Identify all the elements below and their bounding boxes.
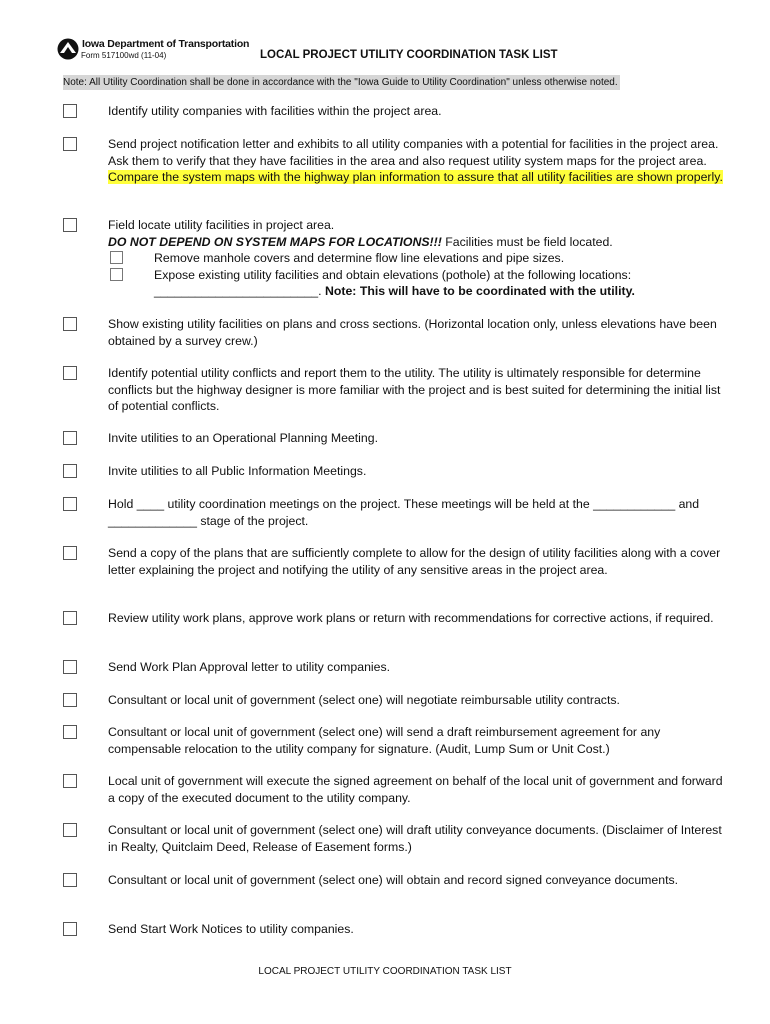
task-checkbox[interactable]: [63, 431, 77, 445]
guidance-note: Note: All Utility Coordination shall be done in accordance with the "Iowa Guide to Utility Coordination" unless otherwise noted.: [63, 77, 618, 88]
task-checkbox[interactable]: [63, 137, 77, 151]
task-item: Send Start Work Notices to utility companies.: [108, 922, 354, 936]
warning-text: DO NOT DEPEND ON SYSTEM MAPS FOR LOCATIONS!!!: [108, 234, 442, 249]
task-checkbox[interactable]: [63, 497, 77, 511]
task-text: Send project notification letter and exhibits to all utility companies with a potential for facilities in the project area. Ask them to verify that they have facilities in the area and also request utility system maps for the project area.: [108, 137, 719, 168]
page-header: [57, 38, 717, 68]
task-item: Field locate utility facilities in project area. DO NOT DEPEND ON SYSTEM MAPS FOR LOCATIONS!!! Facilities must be field located. Remove manhole covers and determine flow line elevations and pipe sizes. Expose existing utility facilities and obtain elevations (pothole) at the following locations: ________________________. Note: This will have to be coordinated with the utility.: [108, 217, 728, 300]
task-checkbox[interactable]: [63, 218, 77, 232]
task-checkbox[interactable]: [63, 873, 77, 887]
form-number: Form 517100wd (11-04): [81, 51, 167, 60]
task-item: Review utility work plans, approve work plans or return with recommendations for corrective actions, if required.: [108, 611, 714, 625]
page-footer: LOCAL PROJECT UTILITY COORDINATION TASK LIST: [258, 966, 512, 977]
task-checkbox[interactable]: [63, 693, 77, 707]
task-checkbox[interactable]: [63, 774, 77, 788]
subtask-checkbox[interactable]: [110, 268, 123, 281]
subtask-item: Remove manhole covers and determine flow line elevations and pipe sizes.: [154, 251, 565, 265]
task-checkbox[interactable]: [63, 922, 77, 936]
task-item: Local unit of government will execute the signed agreement on behalf of the local unit of government and forward a copy of the executed document to the utility company.: [108, 774, 723, 805]
task-checkbox[interactable]: [63, 611, 77, 625]
task-item: Invite utilities to an Operational Planning Meeting.: [108, 431, 379, 445]
task-item: Identify utility companies with facilities within the project area.: [108, 104, 442, 118]
highlighted-text: Compare the system maps with the highway plan information to assure that all utility facilities are shown properly.: [108, 170, 723, 184]
coordination-note: Note: This will have to be coordinated with the utility.: [324, 284, 635, 298]
task-checkbox[interactable]: [63, 317, 77, 331]
task-checkbox[interactable]: [63, 660, 77, 674]
task-item: Consultant or local unit of government (select one) will negotiate reimbursable utility contracts.: [108, 693, 620, 707]
task-item: Hold ____ utility coordination meetings on the project. These meetings will be held at the ____________ and _____________ stage of the project.: [108, 497, 700, 528]
task-item: Consultant or local unit of government (select one) will obtain and record signed conveyance documents.: [108, 873, 679, 887]
locations-blank[interactable]: ________________________.: [154, 284, 322, 298]
task-item: Identify potential utility conflicts and report them to the utility. The utility is ultimately responsible for determine conflicts but the highway designer is more familiar with the project and is best suited for determining the initial list of potential conflicts.: [108, 366, 721, 413]
task-item: Invite utilities to all Public Information Meetings.: [108, 464, 367, 478]
task-item: Consultant or local unit of government (select one) will draft utility conveyance documents. (Disclaimer of Interest in Realty, Quitclaim Deed, Release of Easement forms.): [108, 823, 722, 854]
task-checkbox[interactable]: [63, 104, 77, 118]
task-item: Send a copy of the plans that are sufficiently complete to allow for the design of utility facilities along with a cover letter explaining the project and notifying the utility of any sensitive areas in the project area.: [108, 546, 721, 577]
task-item: Show existing utility facilities on plans and cross sections. (Horizontal location only, unless elevations have been obtained by a survey crew.): [108, 317, 717, 348]
task-checkbox[interactable]: [63, 366, 77, 380]
subtask-checkbox[interactable]: [110, 251, 123, 264]
task-item: [108, 136, 728, 186]
agency-name: Iowa Department of Transportation: [82, 38, 250, 50]
task-checkbox[interactable]: [63, 464, 77, 478]
task-checkbox[interactable]: [63, 546, 77, 560]
task-item: Consultant or local unit of government (select one) will send a draft reimbursement agreement for any compensable relocation to the utility company for signature. (Audit, Lump Sum or Unit Cost.): [108, 725, 661, 756]
iowa-dot-logo-icon: [57, 38, 79, 60]
subtask-item: Expose existing utility facilities and obtain elevations (pothole) at the following locations:: [154, 267, 632, 282]
task-checkbox[interactable]: [63, 823, 77, 837]
page-title: LOCAL PROJECT UTILITY COORDINATION TASK LIST: [260, 49, 558, 61]
task-item: Send Work Plan Approval letter to utility companies.: [108, 660, 391, 674]
task-checkbox[interactable]: [63, 725, 77, 739]
